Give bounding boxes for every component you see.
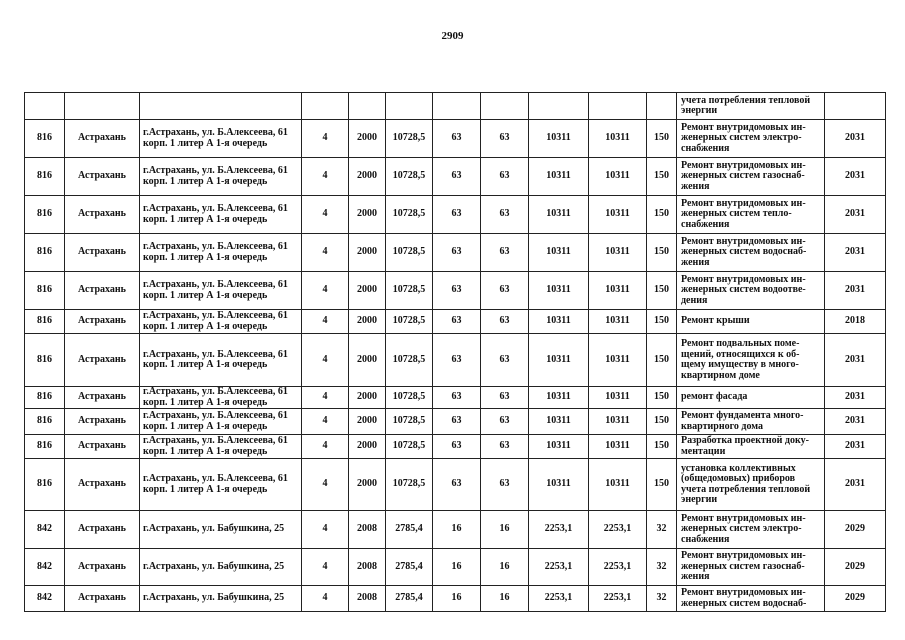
address-line: г.Астрахань, ул. Б.Алексеева, 61 [143, 386, 288, 397]
cell-work-type [677, 196, 825, 234]
cell-area-a: 2253,1 [529, 586, 589, 612]
address-line: корп. 1 литер А 1-я очередь [143, 483, 268, 495]
work-type-line: женерных систем электро- [681, 523, 802, 535]
address-line: корп. 1 литер А 1-я очередь [143, 359, 268, 370]
cell-city: Астрахань [65, 435, 140, 459]
cell-work-type [677, 234, 825, 272]
address-line: г.Астрахань, ул. Б.Алексеева, 61 [143, 203, 288, 214]
work-type-line: Ремонт внутридомовых ин- [681, 587, 806, 598]
work-type-line: снабжения [681, 533, 730, 545]
address-line: г.Астрахань, ул. Б.Алексеева, 61 [143, 410, 288, 421]
cell-area-total: 10728,5 [386, 334, 433, 387]
cell-area-a: 10311 [529, 234, 589, 272]
cell-address [140, 234, 302, 272]
cell-area-living: 16 [433, 586, 481, 612]
cell-residents: 150 [647, 234, 677, 272]
cell-area-nonliving: 63 [481, 435, 529, 459]
cell-year: 2000 [349, 435, 386, 459]
work-type-line: Ремонт внутридомовых ин- [681, 512, 806, 524]
cell-area-nonliving: 63 [481, 310, 529, 334]
work-type-line: женерных систем водоснаб- [681, 597, 807, 609]
cell-year: 2008 [349, 586, 386, 612]
work-type-line: квартирного дома [681, 420, 763, 432]
work-type-line: Ремонт фундамента много- [681, 410, 804, 421]
address-line: г.Астрахань, ул. Бабушкина, 25 [143, 523, 285, 535]
cell-num: 842 [25, 511, 65, 549]
cell-work-type [677, 586, 825, 612]
cell-work-year [825, 93, 886, 120]
work-type-line: Ремонт внутридомовых ин- [681, 235, 806, 247]
cell-work-year: 2031 [825, 234, 886, 272]
work-type-line: женерных систем водоснаб- [681, 246, 807, 258]
cell-area-nonliving: 16 [481, 586, 529, 612]
table-row [25, 586, 886, 612]
cell-work-type [677, 459, 825, 511]
cell-year: 2000 [349, 196, 386, 234]
cell-work-type [677, 334, 825, 387]
cell-work-type [677, 158, 825, 196]
cell-work-year: 2029 [825, 511, 886, 549]
cell-area-a: 2253,1 [529, 549, 589, 586]
cell-residents: 150 [647, 409, 677, 435]
cell-area-a: 10311 [529, 120, 589, 158]
cell-area-a: 10311 [529, 272, 589, 310]
cell-area-b: 2253,1 [589, 549, 647, 586]
cell-num: 842 [25, 586, 65, 612]
address-line: корп. 1 литер А 1-я очередь [143, 445, 268, 457]
cell-area-living: 63 [433, 158, 481, 196]
cell-work-type [677, 120, 825, 158]
cell-address [140, 549, 302, 586]
cell-year: 2000 [349, 158, 386, 196]
table-row [25, 549, 886, 586]
cell-area-b: 10311 [589, 459, 647, 511]
cell-area-total: 2785,4 [386, 586, 433, 612]
cell-floors: 4 [302, 272, 349, 310]
cell-area-b: 10311 [589, 272, 647, 310]
cell-year: 2000 [349, 310, 386, 334]
cell-area-b: 10311 [589, 409, 647, 435]
cell-work-type [677, 549, 825, 586]
cell-work-year: 2029 [825, 549, 886, 586]
cell-area-a [529, 93, 589, 120]
address-line: г.Астрахань, ул. Б.Алексеева, 61 [143, 241, 288, 252]
work-type-line: квартирном доме [681, 369, 760, 381]
table-row [25, 234, 886, 272]
cell-area-a: 10311 [529, 459, 589, 511]
cell-area-a: 10311 [529, 310, 589, 334]
cell-work-year: 2031 [825, 459, 886, 511]
cell-area-living: 63 [433, 334, 481, 387]
work-type-line: жения [681, 571, 710, 583]
cell-floors: 4 [302, 459, 349, 511]
address-line: корп. 1 литер А 1-я очередь [143, 320, 268, 332]
cell-area-total: 2785,4 [386, 511, 433, 549]
work-type-line: энергии [681, 494, 718, 505]
work-type-line: Разработка проектной доку- [681, 435, 809, 446]
address-line: корп. 1 литер А 1-я очередь [143, 396, 268, 408]
work-type-line: Ремонт внутридомовых ин- [681, 159, 806, 171]
cell-area-b: 2253,1 [589, 511, 647, 549]
table-row [25, 120, 886, 158]
cell-area-total: 10728,5 [386, 409, 433, 435]
cell-address [140, 586, 302, 612]
table-body [25, 93, 886, 612]
cell-area-nonliving: 63 [481, 272, 529, 310]
cell-work-year: 2018 [825, 310, 886, 334]
cell-year [349, 93, 386, 120]
cell-area-a: 2253,1 [529, 511, 589, 549]
cell-work-year: 2031 [825, 409, 886, 435]
work-type-line: учета потребления тепловой [681, 94, 811, 106]
cell-city: Астрахань [65, 459, 140, 511]
cell-city: Астрахань [65, 310, 140, 334]
cell-area-b: 10311 [589, 387, 647, 409]
cell-address [140, 387, 302, 409]
cell-floors [302, 93, 349, 120]
address-line: корп. 1 литер А 1-я очередь [143, 289, 268, 301]
cell-residents: 150 [647, 435, 677, 459]
cell-floors: 4 [302, 120, 349, 158]
cell-residents: 150 [647, 387, 677, 409]
cell-num: 816 [25, 196, 65, 234]
cell-area-a: 10311 [529, 387, 589, 409]
cell-area-living: 63 [433, 435, 481, 459]
address-line: г.Астрахань, ул. Бабушкина, 25 [143, 560, 285, 572]
address-line: г.Астрахань, ул. Б.Алексеева, 61 [143, 473, 288, 484]
cell-num [25, 93, 65, 120]
cell-area-living: 63 [433, 120, 481, 158]
table-row [25, 158, 886, 196]
cell-year: 2000 [349, 234, 386, 272]
address-line: корп. 1 литер А 1-я очередь [143, 213, 268, 225]
table-row [25, 435, 886, 459]
cell-work-year: 2031 [825, 435, 886, 459]
work-type-line: установка коллективных [681, 462, 796, 474]
cell-area-living [433, 93, 481, 120]
cell-area-total: 10728,5 [386, 435, 433, 459]
address-line: корп. 1 литер А 1-я очередь [143, 137, 268, 149]
cell-city: Астрахань [65, 120, 140, 158]
address-line: г.Астрахань, ул. Б.Алексеева, 61 [143, 279, 288, 290]
cell-city: Астрахань [65, 586, 140, 612]
cell-area-living: 63 [433, 310, 481, 334]
cell-residents: 150 [647, 196, 677, 234]
cell-residents: 150 [647, 334, 677, 387]
cell-area-b: 10311 [589, 196, 647, 234]
address-line: г.Астрахань, ул. Б.Алексеева, 61 [143, 165, 288, 176]
cell-area-nonliving: 16 [481, 511, 529, 549]
cell-year: 2000 [349, 120, 386, 158]
cell-area-total: 2785,4 [386, 549, 433, 586]
cell-area-total: 10728,5 [386, 387, 433, 409]
cell-area-nonliving: 63 [481, 234, 529, 272]
cell-area-b: 2253,1 [589, 586, 647, 612]
cell-city: Астрахань [65, 334, 140, 387]
work-type-line: ремонт фасада [681, 391, 748, 403]
cell-residents: 32 [647, 511, 677, 549]
cell-city: Астрахань [65, 387, 140, 409]
address-line: г.Астрахань, ул. Б.Алексеева, 61 [143, 435, 288, 446]
cell-address [140, 93, 302, 120]
cell-num: 816 [25, 459, 65, 511]
cell-area-a: 10311 [529, 409, 589, 435]
cell-floors: 4 [302, 387, 349, 409]
cell-num: 816 [25, 272, 65, 310]
cell-work-year: 2031 [825, 120, 886, 158]
cell-area-total: 10728,5 [386, 120, 433, 158]
work-type-line: Ремонт внутридомовых ин- [681, 550, 806, 562]
cell-area-nonliving: 63 [481, 120, 529, 158]
cell-city: Астрахань [65, 272, 140, 310]
cell-num: 816 [25, 387, 65, 409]
cell-area-a: 10311 [529, 435, 589, 459]
cell-area-total: 10728,5 [386, 272, 433, 310]
cell-work-year: 2029 [825, 586, 886, 612]
cell-address [140, 120, 302, 158]
cell-num: 816 [25, 234, 65, 272]
table-row [25, 196, 886, 234]
cell-address [140, 334, 302, 387]
address-line: г.Астрахань, ул. Бабушкина, 25 [143, 592, 285, 604]
cell-area-nonliving: 63 [481, 334, 529, 387]
cell-area-living: 63 [433, 409, 481, 435]
cell-floors: 4 [302, 196, 349, 234]
cell-year: 2008 [349, 549, 386, 586]
cell-work-type [677, 272, 825, 310]
work-type-line: (общедомовых) приборов [681, 473, 796, 484]
cell-area-total: 10728,5 [386, 158, 433, 196]
cell-num: 816 [25, 334, 65, 387]
cell-city: Астрахань [65, 511, 140, 549]
cell-area-living: 63 [433, 196, 481, 234]
cell-floors: 4 [302, 435, 349, 459]
cell-num: 842 [25, 549, 65, 586]
cell-work-type [677, 511, 825, 549]
cell-area-living: 63 [433, 459, 481, 511]
cell-residents: 150 [647, 158, 677, 196]
cell-city: Астрахань [65, 234, 140, 272]
cell-num: 816 [25, 310, 65, 334]
work-type-line: Ремонт подвальных поме- [681, 338, 800, 349]
cell-work-type [677, 435, 825, 459]
cell-area-total: 10728,5 [386, 310, 433, 334]
cell-residents [647, 93, 677, 120]
cell-work-year: 2031 [825, 387, 886, 409]
cell-num: 816 [25, 435, 65, 459]
cell-floors: 4 [302, 334, 349, 387]
work-type-line: щений, относящихся к об- [681, 348, 800, 360]
cell-area-a: 10311 [529, 196, 589, 234]
cell-work-type [677, 387, 825, 409]
work-type-line: ментации [681, 445, 726, 457]
cell-area-living: 63 [433, 387, 481, 409]
cell-address [140, 158, 302, 196]
cell-area-b: 10311 [589, 234, 647, 272]
cell-year: 2000 [349, 409, 386, 435]
table-row [25, 334, 886, 387]
cell-area-a: 10311 [529, 334, 589, 387]
cell-area-nonliving: 63 [481, 409, 529, 435]
cell-address [140, 409, 302, 435]
cell-area-b: 10311 [589, 310, 647, 334]
cell-address [140, 272, 302, 310]
work-type-line: энергии [681, 105, 718, 116]
cell-area-living: 63 [433, 234, 481, 272]
cell-year: 2008 [349, 511, 386, 549]
cell-city [65, 93, 140, 120]
cell-area-nonliving: 63 [481, 158, 529, 196]
cell-area-nonliving [481, 93, 529, 120]
cell-area-total: 10728,5 [386, 234, 433, 272]
cell-area-living: 16 [433, 549, 481, 586]
cell-city: Астрахань [65, 409, 140, 435]
work-type-line: жения [681, 180, 710, 192]
work-type-line: женерных систем газоснаб- [681, 560, 805, 572]
cell-num: 816 [25, 120, 65, 158]
cell-work-type [677, 310, 825, 334]
work-type-line: Ремонт внутридомовых ин- [681, 121, 806, 133]
cell-residents: 150 [647, 459, 677, 511]
cell-area-living: 63 [433, 272, 481, 310]
work-type-line: дения [681, 294, 708, 306]
cell-residents: 150 [647, 310, 677, 334]
work-type-line: Ремонт крыши [681, 315, 750, 327]
cell-work-type [677, 409, 825, 435]
cell-num: 816 [25, 409, 65, 435]
cell-area-a: 10311 [529, 158, 589, 196]
cell-area-nonliving: 63 [481, 387, 529, 409]
cell-work-year: 2031 [825, 272, 886, 310]
cell-city: Астрахань [65, 549, 140, 586]
table-row [25, 409, 886, 435]
cell-city: Астрахань [65, 158, 140, 196]
cell-area-total: 10728,5 [386, 196, 433, 234]
cell-floors: 4 [302, 549, 349, 586]
cell-floors: 4 [302, 158, 349, 196]
cell-area-total: 10728,5 [386, 459, 433, 511]
cell-work-year: 2031 [825, 158, 886, 196]
cell-year: 2000 [349, 272, 386, 310]
work-type-line: снабжения [681, 218, 730, 230]
table-row [25, 272, 886, 310]
table-row [25, 511, 886, 549]
cell-city: Астрахань [65, 196, 140, 234]
cell-floors: 4 [302, 234, 349, 272]
cell-area-b: 10311 [589, 435, 647, 459]
work-type-line: женерных систем тепло- [681, 208, 792, 220]
cell-address [140, 511, 302, 549]
cell-residents: 150 [647, 272, 677, 310]
cell-residents: 150 [647, 120, 677, 158]
cell-area-nonliving: 63 [481, 459, 529, 511]
cell-num: 816 [25, 158, 65, 196]
cell-area-b: 10311 [589, 158, 647, 196]
cell-floors: 4 [302, 310, 349, 334]
table-row [25, 387, 886, 409]
address-line: корп. 1 литер А 1-я очередь [143, 420, 268, 432]
work-type-line: жения [681, 256, 710, 268]
cell-floors: 4 [302, 586, 349, 612]
page-number: 2909 [441, 30, 464, 42]
work-type-line: щему имуществу в много- [681, 359, 799, 370]
address-line: корп. 1 литер А 1-я очередь [143, 175, 268, 187]
cell-year: 2000 [349, 387, 386, 409]
work-type-line: женерных систем электро- [681, 132, 802, 144]
cell-address [140, 310, 302, 334]
cell-work-year: 2031 [825, 196, 886, 234]
cell-area-b [589, 93, 647, 120]
cell-area-living: 16 [433, 511, 481, 549]
cell-work-type [677, 93, 825, 120]
table-row [25, 459, 886, 511]
cell-address [140, 435, 302, 459]
repair-schedule-table [24, 92, 886, 612]
cell-address [140, 459, 302, 511]
cell-area-total [386, 93, 433, 120]
address-line: г.Астрахань, ул. Б.Алексеева, 61 [143, 348, 288, 360]
cell-area-nonliving: 63 [481, 196, 529, 234]
cell-floors: 4 [302, 409, 349, 435]
work-type-line: Ремонт внутридомовых ин- [681, 273, 806, 285]
table-row [25, 310, 886, 334]
cell-address [140, 196, 302, 234]
cell-residents: 32 [647, 549, 677, 586]
cell-year: 2000 [349, 334, 386, 387]
cell-floors: 4 [302, 511, 349, 549]
cell-area-b: 10311 [589, 120, 647, 158]
work-type-line: женерных систем водоотве- [681, 284, 806, 296]
address-line: корп. 1 литер А 1-я очередь [143, 251, 268, 263]
work-type-line: снабжения [681, 142, 730, 154]
cell-residents: 32 [647, 586, 677, 612]
work-type-line: учета потребления тепловой [681, 483, 811, 495]
cell-work-year: 2031 [825, 334, 886, 387]
work-type-line: Ремонт внутридомовых ин- [681, 197, 806, 209]
cell-year: 2000 [349, 459, 386, 511]
cell-area-nonliving: 16 [481, 549, 529, 586]
work-type-line: женерных систем газоснаб- [681, 170, 805, 182]
table-row [25, 93, 886, 120]
address-line: г.Астрахань, ул. Б.Алексеева, 61 [143, 127, 288, 138]
address-line: г.Астрахань, ул. Б.Алексеева, 61 [143, 310, 288, 321]
cell-area-b: 10311 [589, 334, 647, 387]
